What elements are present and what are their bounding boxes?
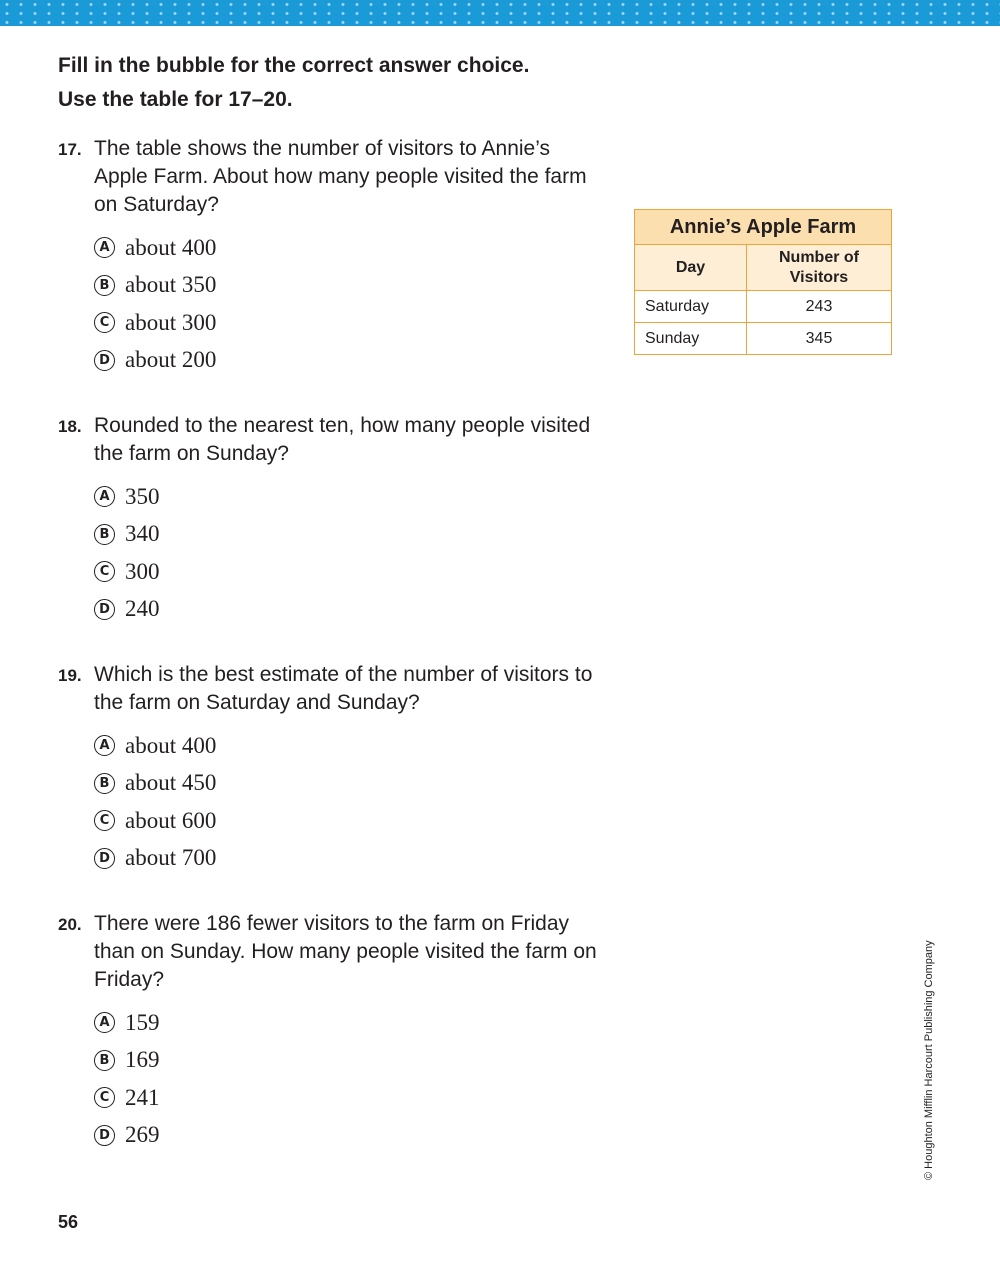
answer-text: 300 (125, 558, 160, 584)
apple-farm-table (634, 209, 892, 355)
answer-option-b[interactable] (94, 267, 618, 305)
answer-option-b[interactable] (94, 516, 618, 554)
answer-bubble[interactable]: D (94, 848, 115, 869)
answer-option-a[interactable] (94, 1004, 618, 1042)
question-text: Which is the best estimate of the number of visitors to the farm on Saturday and Sunday? (94, 663, 593, 714)
answer-options (94, 1004, 618, 1154)
answer-bubble[interactable]: D (94, 1125, 115, 1146)
answer-bubble[interactable]: C (94, 810, 115, 831)
answer-text: 241 (125, 1084, 160, 1110)
question-number: 20. (58, 915, 82, 934)
answer-option-d[interactable] (94, 1117, 618, 1155)
copyright-notice: © Houghton Mifflin Harcourt Publishing Company (923, 940, 935, 1180)
table-cell-day: Sunday (635, 323, 747, 355)
answer-option-c[interactable] (94, 553, 618, 591)
answer-option-c[interactable] (94, 1079, 618, 1117)
answer-bubble[interactable]: D (94, 350, 115, 371)
table-header-day: Day (635, 245, 747, 291)
answer-bubble[interactable]: C (94, 312, 115, 333)
answer-text: about 450 (125, 770, 217, 796)
question-text: The table shows the number of visitors to Annie’s Apple Farm. About how many people visited the farm on Saturday? (94, 137, 587, 216)
answer-text: 169 (125, 1047, 160, 1073)
decorative-top-band (0, 0, 1000, 26)
answer-options (94, 727, 618, 877)
answer-text: 240 (125, 596, 160, 622)
question-text: There were 186 fewer visitors to the farm on Friday than on Sunday. How many people visited the farm on Friday? (94, 912, 597, 991)
answer-bubble[interactable]: C (94, 561, 115, 582)
table-cell-visitors: 243 (747, 291, 892, 323)
answer-bubble[interactable]: D (94, 599, 115, 620)
table-cell-visitors: 345 (747, 323, 892, 355)
answer-bubble[interactable]: B (94, 524, 115, 545)
answer-bubble[interactable]: A (94, 237, 115, 258)
question-17 (58, 135, 618, 379)
answer-text: 269 (125, 1122, 160, 1148)
question-20 (58, 910, 618, 1154)
answer-text: about 400 (125, 234, 217, 260)
instruction-line-2: Use the table for 17–20. (58, 88, 293, 111)
table-row (635, 291, 892, 323)
table-title: Annie’s Apple Farm (635, 210, 892, 245)
table-header-visitors: Number of Visitors (747, 245, 892, 291)
answer-bubble[interactable]: A (94, 1012, 115, 1033)
instruction-line-1: Fill in the bubble for the correct answer choice. (58, 54, 530, 77)
answer-bubble[interactable]: A (94, 735, 115, 756)
table-row (635, 323, 892, 355)
answer-options (94, 229, 618, 379)
question-18 (58, 412, 618, 628)
answer-text: about 200 (125, 347, 217, 373)
question-number: 19. (58, 666, 82, 685)
answer-text: about 300 (125, 309, 217, 335)
question-number: 18. (58, 417, 82, 436)
answer-option-d[interactable] (94, 591, 618, 629)
answer-text: 350 (125, 483, 160, 509)
table-cell-day: Saturday (635, 291, 747, 323)
answer-bubble[interactable]: B (94, 1050, 115, 1071)
answer-bubble[interactable]: A (94, 486, 115, 507)
answer-text: about 700 (125, 845, 217, 871)
question-19 (58, 661, 618, 877)
answer-bubble[interactable]: B (94, 773, 115, 794)
answer-option-b[interactable] (94, 765, 618, 803)
answer-text: 340 (125, 521, 160, 547)
answer-options (94, 478, 618, 628)
answer-option-b[interactable] (94, 1042, 618, 1080)
answer-option-a[interactable] (94, 229, 618, 267)
answer-bubble[interactable]: B (94, 275, 115, 296)
question-number: 17. (58, 140, 82, 159)
answer-text: about 350 (125, 272, 217, 298)
answer-option-d[interactable] (94, 342, 618, 380)
answer-option-c[interactable] (94, 304, 618, 342)
question-text: Rounded to the nearest ten, how many people visited the farm on Sunday? (94, 414, 591, 465)
answer-text: about 400 (125, 732, 217, 758)
answer-option-a[interactable] (94, 478, 618, 516)
answer-option-a[interactable] (94, 727, 618, 765)
answer-text: about 600 (125, 807, 217, 833)
answer-option-c[interactable] (94, 802, 618, 840)
answer-option-d[interactable] (94, 840, 618, 878)
answer-text: 159 (125, 1009, 160, 1035)
page-number: 56 (58, 1212, 79, 1232)
answer-bubble[interactable]: C (94, 1087, 115, 1108)
